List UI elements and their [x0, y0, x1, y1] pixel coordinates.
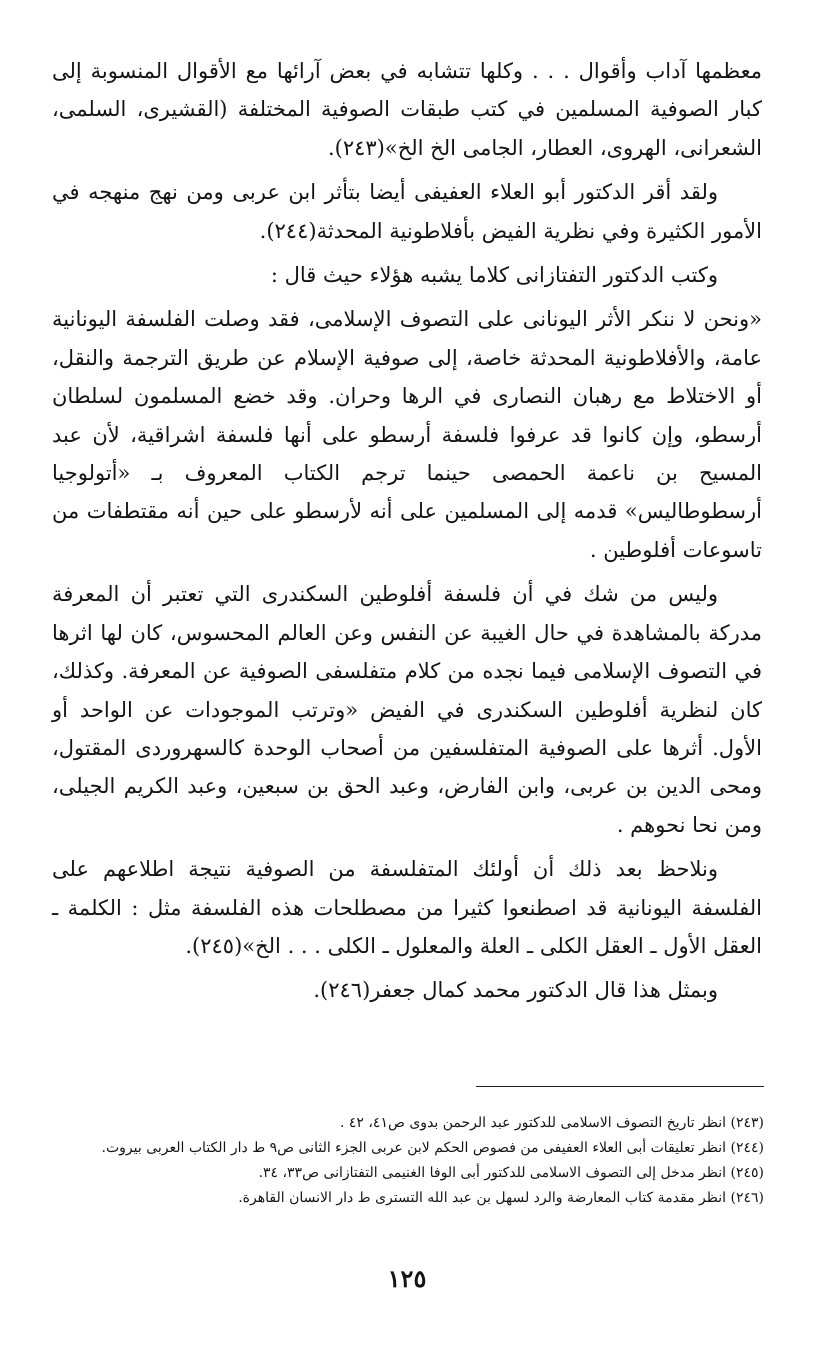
footnote: (٢٤٥) انظر مدخل إلى التصوف الاسلامى للدكتور أبى الوفا الغنيمى التفتازانى ص٣٣، ٣٤.: [258, 1165, 764, 1181]
quotation-paragraph: ونلاحظ بعد ذلك أن أولئك المتفلسفة من الصوفية نتيجة اطلاعهم على الفلسفة اليونانية قد اصطنعوا كثيرا من مصطلحات هذه الفلسفة مثل : الكلمة ـ العقل الأول ـ العقل الكلى ـ العلة والمعلول ـ الكلى . . . الخ»(٢٤٥).: [52, 857, 762, 958]
paragraph: وكتب الدكتور التفتازانى كلاما يشبه هؤلاء حيث قال :: [270, 263, 718, 288]
footnote: (٢٤٣) انظر تاريخ التصوف الاسلامى للدكتور عبد الرحمن بدوى ص٤١، ٤٢ .: [340, 1115, 764, 1131]
main-text: [52, 52, 762, 1010]
footnote: (٢٤٤) انظر تعليقات أبى العلاء العفيفى من فصوص الحكم لابن عربى الجزء الثانى ص٩ ط دار الكتاب العربى بيروت.: [101, 1140, 764, 1156]
paragraph: ولقد أقر الدكتور أبو العلاء العفيفى أيضا بتأثر ابن عربى ومن نهج منهجه في الأمور الكثيرة وفي نظرية الفيض بأفلاطونية المحدثة(٢٤٤).: [52, 180, 762, 243]
footnotes: [52, 1112, 764, 1212]
paragraph: وبمثل هذا قال الدكتور محمد كمال جعفر(٢٤٦).: [313, 978, 718, 1003]
paragraph: معظمها آداب وأقوال . . . وكلها تتشابه في بعض آرائها مع الأقوال المنسوبة إلى كبار الصوفية المسلمين في كتب طبقات الصوفية المختلفة (القشيرى، السلمى، الشعرانى، الهروى، العطار، الجامى الخ الخ»(٢٤٣).: [52, 59, 762, 160]
footnote-separator: [476, 1086, 764, 1087]
footnote: (٢٤٦) انظر مقدمة كتاب المعارضة والرد لسهل بن عبد الله التسترى ط دار الانسان القاهرة.: [238, 1190, 764, 1206]
quotation-paragraph: وليس من شك في أن فلسفة أفلوطين السكندرى التي تعتبر أن المعرفة مدركة بالمشاهدة في حال الغيبة عن النفس وعن العالم المحسوس، كان لها اثرها في التصوف الإسلامى فيما نجده من كلام متفلسفى الصوفية عن المعرفة. وكذلك، كان لنظرية أفلوطين السكندرى في الفيض «وترتب الموجودات عن الواحد أو الأول. أثرها على الصوفية المتفلسفين من أصحاب الوحدة كالسهروردى المقتول، ومحى الدين بن عربى، وابن الفارض، وعبد الحق بن سبعين، وعبد الكريم الجيلى، ومن نحا نحوهم .: [52, 582, 762, 837]
quotation-paragraph: «ونحن لا ننكر الأثر اليونانى على التصوف الإسلامى، فقد وصلت الفلسفة اليونانية عامة، والأفلاطونية المحدثة خاصة، إلى صوفية الإسلام عن طريق الترجمة والنقل، أو الاختلاط مع رهبان النصارى في الرها وحران. وقد خضع المسلمون لسلطان أرسطو، وإن كانوا قد عرفوا فلسفة أرسطو على أنها فلسفة اشراقية، لأن عبد المسيح بن ناعمة الحمصى حينما ترجم الكتاب المعروف بـ «أتولوجيا أرسطوطاليس» قدمه إلى المسلمين على أنه لأرسطو على حين أنه مقتطفات من تاسوعات أفلوطين .: [52, 307, 762, 562]
page-number: ١٢٥: [387, 1264, 427, 1293]
